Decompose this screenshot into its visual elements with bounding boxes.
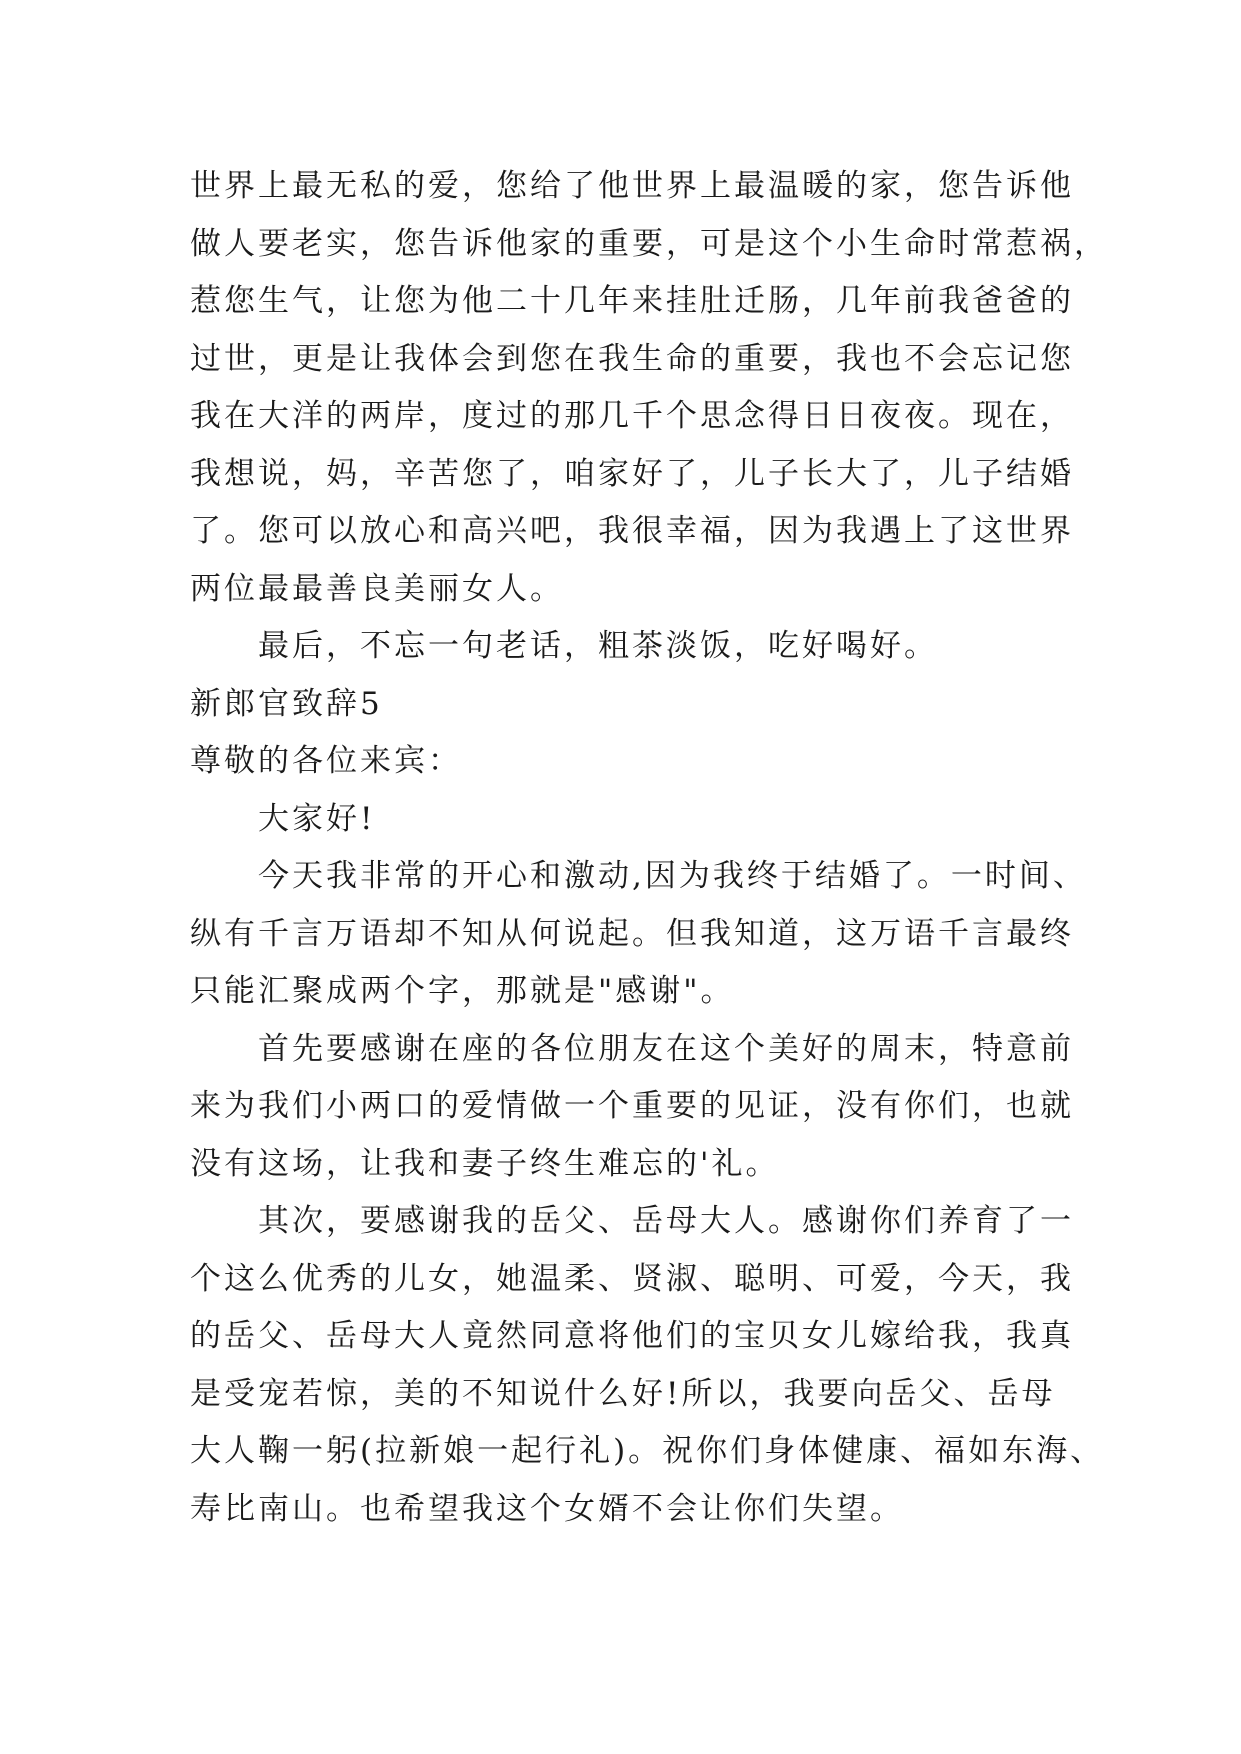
text-line: 过世，更是让我体会到您在我生命的重要，我也不会忘记您 (190, 340, 1074, 377)
text-line: 惹您生气，让您为他二十几年来挂肚迁肠，几年前我爸爸的 (190, 283, 1074, 319)
text-line: 了。您可以放心和高兴吧，我很幸福，因为我遇上了这世界 (190, 513, 1074, 549)
text-line: 寿比南山。也希望我这个女婿不会让你们失望。 (190, 1490, 904, 1527)
text-line: 世界上最无私的爱，您给了他世界上最温暖的家，您告诉他 (190, 168, 1074, 204)
document-body (190, 158, 1108, 1538)
greeting: 大家好! (258, 800, 376, 837)
text-line: 的岳父、岳母大人竟然同意将他们的宝贝女儿嫁给我，我真 (190, 1318, 1074, 1354)
text-line: 大人鞠一躬(拉新娘一起行礼)。祝你们身体健康、福如东海、 (190, 1433, 1105, 1469)
salutation: 尊敬的各位来宾： (190, 743, 462, 779)
section-heading: 新郎官致辞5 (190, 685, 383, 722)
text-line: 是受宠若惊，美的不知说什么好!所以，我要向岳父、岳母 (190, 1375, 1056, 1412)
text-line: 个这么优秀的儿女，她温柔、贤淑、聪明、可爱，今天，我 (190, 1260, 1074, 1297)
text-line: 来为我们小两口的爱情做一个重要的见证，没有你们，也就 (190, 1088, 1074, 1124)
text-line: 今天我非常的开心和激动,因为我终于结婚了。一时间、 (258, 858, 1087, 894)
text-line: 我在大洋的两岸，度过的那几千个思念得日日夜夜。现在， (190, 398, 1074, 434)
text-line: 只能汇聚成两个字，那就是"感谢"。 (190, 973, 735, 1009)
text-line: 其次，要感谢我的岳父、岳母大人。感谢你们养育了一 (258, 1203, 1074, 1239)
text-line: 首先要感谢在座的各位朋友在这个美好的周末，特意前 (258, 1030, 1074, 1067)
text-line: 做人要老实，您告诉他家的重要，可是这个小生命时常惹祸， (190, 225, 1108, 262)
text-line: 最后，不忘一句老话，粗茶淡饭，吃好喝好。 (258, 628, 938, 664)
text-line: 我想说，妈，辛苦您了，咱家好了，儿子长大了，儿子结婚 (190, 455, 1074, 492)
text-line: 没有这场，让我和妻子终生难忘的'礼。 (190, 1145, 780, 1182)
text-line: 两位最最善良美丽女人。 (190, 570, 564, 607)
text-line: 纵有千言万语却不知从何说起。但我知道，这万语千言最终 (190, 915, 1074, 952)
